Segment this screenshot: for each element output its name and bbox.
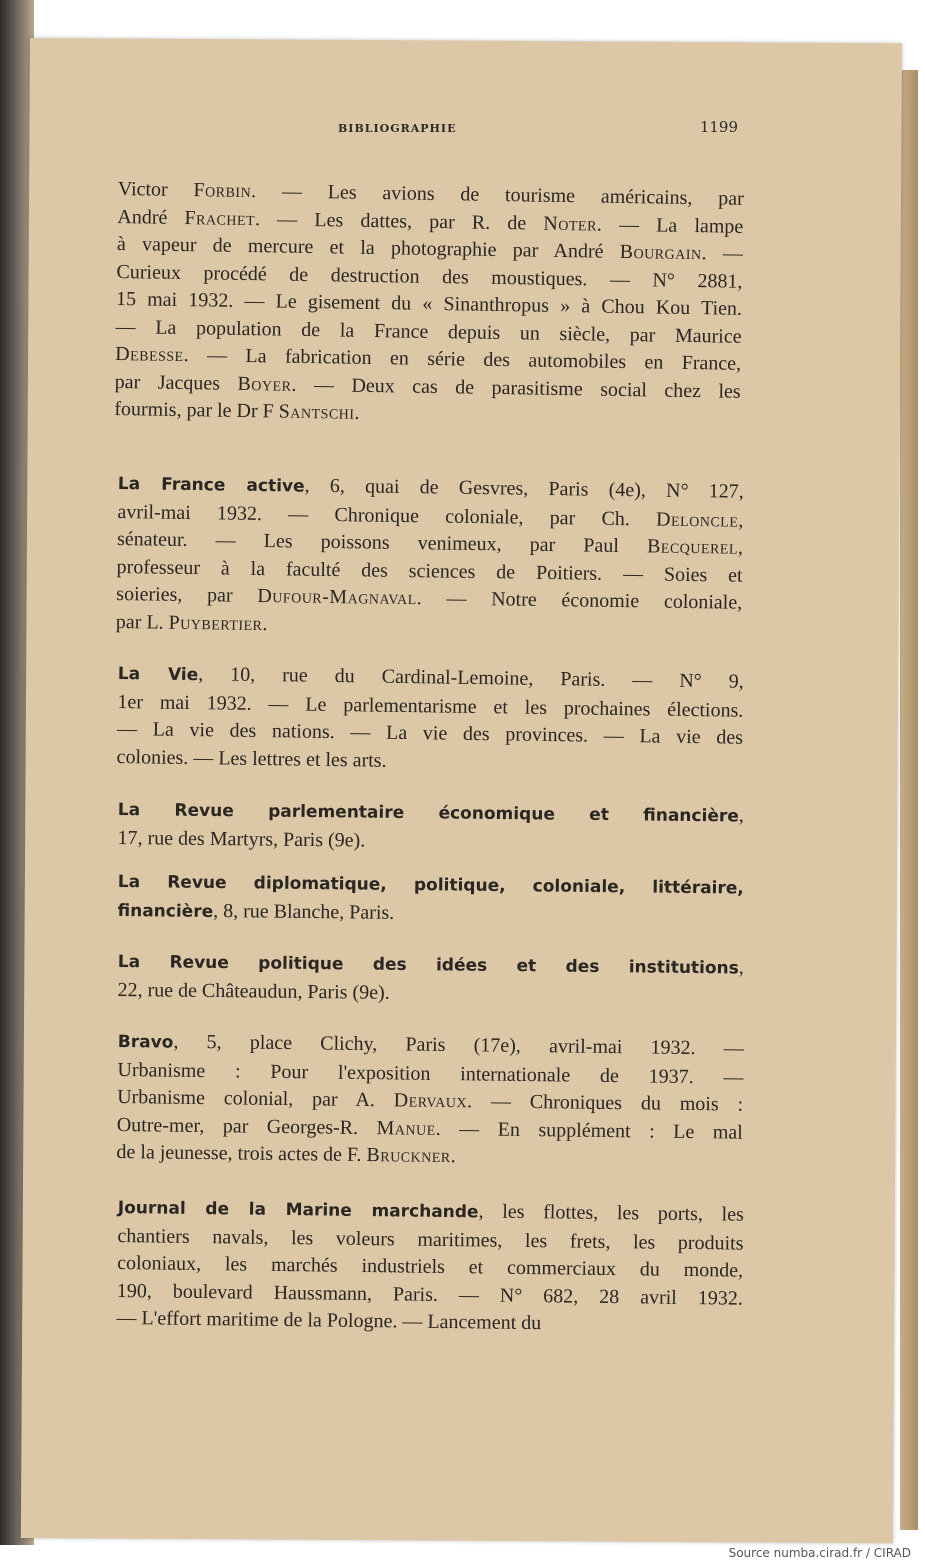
text-run: Urbanisme colonial, par A. (117, 1085, 394, 1112)
text-run: par Jacques (114, 370, 238, 395)
publication-title: La Revue diplomatique, politique, coloniale, littéraire, (117, 871, 744, 899)
bibliography-entry (116, 470, 744, 645)
author-name: Forbin (193, 179, 252, 203)
author-name: Dervaux (393, 1089, 468, 1113)
publication-title: Journal de la Marine marchande (117, 1197, 479, 1223)
text-run: André (117, 205, 185, 229)
author-name: Noter (543, 212, 598, 236)
bibliography-entry (116, 1028, 744, 1174)
author-name: Dufour-Magnaval (257, 584, 417, 610)
text-run: 1er mai 1932. — Le parlementarisme et les prochaines élections. (117, 690, 744, 722)
page-stack-edge (900, 70, 918, 1530)
text-run: Urbanisme : Pour l'exposition internationale de 1937. — (117, 1058, 744, 1089)
text-run: de la jeunesse, trois actes de F. (116, 1140, 367, 1167)
bibliography-entry (116, 1194, 744, 1340)
text-run: Outre-mer, par Georges-R. (116, 1113, 377, 1139)
bibliography-entry (116, 660, 743, 780)
text-run: , 8, rue Blanche, Paris. (213, 899, 395, 924)
text-run: . (450, 1145, 456, 1168)
publication-title: La France active (117, 473, 305, 497)
text-run: . — Les avions de tourisme américains, par (250, 180, 744, 210)
text-run: 15 mai 1932. — Le gisement du « Sinanthropus » à Chou Kou Tien. (115, 287, 743, 320)
text-run: chantiers navals, les voleurs maritimes, les frets, les produits (117, 1224, 744, 1255)
page-number: 1199 (699, 118, 738, 136)
text-run: . — La fabrication en série des automobiles en France, (183, 344, 742, 375)
author-name: Debesse (115, 342, 184, 367)
text-run: colonies. — Les lettres et les arts. (116, 745, 387, 772)
text-run: , 6, quai de Gesvres, Paris (4e), N° 127, (304, 474, 744, 503)
text-run: 190, boulevard Haussmann, Paris. — N° 682, 28 avril 1932. (116, 1279, 743, 1310)
publication-title: Bravo (117, 1031, 174, 1053)
page-header (338, 118, 738, 142)
author-name: Manue (376, 1116, 436, 1140)
text-run: coloniaux, les marchés industriels et commerciaux du monde, (117, 1251, 744, 1282)
author-name: Bourgain (619, 240, 702, 265)
author-name: Puybertier (168, 611, 263, 635)
text-run: . — Notre économie coloniale, (416, 587, 743, 614)
author-name: Deloncle (655, 508, 739, 532)
text-run: par L. (115, 610, 169, 634)
publication-title: La Revue politique des idées et des institutions (117, 951, 739, 979)
publication-title: financière (117, 900, 214, 922)
publication-title: La Vie (117, 663, 199, 686)
text-run: , (737, 536, 744, 559)
text-run: . — (701, 242, 744, 265)
text-run: Curieux procédé de destruction des moustiques. — N° 2881, (116, 260, 743, 293)
text-run: à vapeur de mercure et la photographie par André (116, 232, 620, 263)
text-run: , (738, 804, 744, 827)
text-run: . — Les dattes, par R. de (254, 207, 544, 235)
text-run: fourmis, par le Dr F (114, 397, 279, 423)
text-run: . — Deux cas de parasitisme social chez les (291, 373, 741, 403)
text-run: , 10, rue du Cardinal-Lemoine, Paris. — N° 9, (198, 663, 744, 693)
text-run: . (354, 401, 360, 424)
text-run: , (738, 956, 744, 979)
bibliography-entry (117, 796, 744, 859)
author-name: Frachet (184, 206, 256, 230)
text-run: . — La lampe (596, 213, 744, 238)
publication-title: La Revue parlementaire économique et financière (117, 799, 739, 827)
bibliography-entry (117, 868, 744, 932)
source-credit: Source numba.cirad.fr / CIRAD (728, 1546, 911, 1560)
text-run: , les flottes, les ports, les (478, 1200, 744, 1226)
text-run: — La vie des nations. — La vie des provinces. — La vie des (116, 717, 744, 749)
text-run: . — Chroniques du mois : (466, 1090, 744, 1116)
author-name: Becquerel (646, 535, 739, 559)
text-run: 22, rue de Châteaudun, Paris (9e). (117, 978, 390, 1004)
author-name: Boyer (237, 372, 292, 396)
text-run: . — En supplément : Le mal (435, 1117, 743, 1144)
author-name: Bruckner (366, 1144, 451, 1168)
text-run: soieries, par (116, 582, 258, 607)
text-run: , 5, place Clichy, Paris (17e), avril-mai 1932. — (173, 1030, 744, 1060)
bibliography-entry (117, 948, 744, 1011)
text-run: — La population de la France depuis un siècle, par Maurice (115, 315, 742, 348)
text-run: 17, rue des Martyrs, Paris (9e). (117, 826, 366, 852)
text-run: Victor (117, 177, 194, 202)
running-title: BIBLIOGRAPHIE (338, 122, 457, 135)
author-name: Santschi (278, 400, 355, 424)
text-run: professeur à la faculté des sciences de Poitiers. — Soies et (116, 555, 743, 587)
text-run: — L'effort maritime de la Pologne. — Lancement du (116, 1306, 542, 1335)
text-run: avril-mai 1932. — Chronique coloniale, par Ch. (117, 500, 657, 531)
text-run: sénateur. — Les poissons venimeux, par Paul (116, 527, 648, 558)
text-run: , (738, 509, 744, 532)
text-run: . (262, 612, 268, 635)
bibliography-entry (114, 176, 744, 433)
